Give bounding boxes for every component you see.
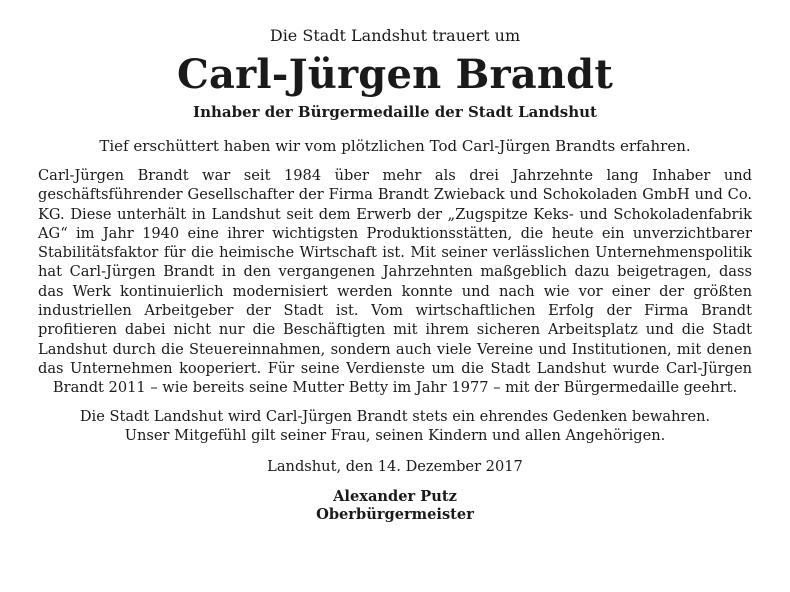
obituary-notice (38, 26, 752, 524)
closing-block (38, 407, 752, 446)
closing-line-1: Die Stadt Landshut wird Carl-Jürgen Brandt stets ein ehrendes Gedenken bewahren. (79, 407, 711, 425)
tribute-paragraph: Carl-Jürgen Brandt war seit 1984 über mehr als drei Jahrzehnte lang Inhaber und geschäftsführender Gesellschafter der Firma Brandt Zwieback und Schokoladen GmbH und Co. KG. Diese unterhält in Landshut seit dem Erwerb der „Zugspitze Keks- und Schokoladenfabrik AG“ im Jahr 1940 eine ihrer wichtigsten Produktionsstätten, die heute ein unverzichtbarer Stabilitätsfaktor für die heimische Wirtschaft ist. Mit seiner verlässlichen Unternehmenspolitik hat Carl-Jürgen Brandt in den vergangenen Jahrzehnten maßgeblich dazu beigetragen, dass das Werk kontinuierlich modernisiert werden konnte und nach wie vor einer der größten industriellen Arbeitgeber der Stadt ist. Vom wirtschaftlichen Erfolg der Firma Brandt profitieren dabei nicht nur die Beschäftigten mit ihrem sicheren Arbeitsplatz und die Stadt Landshut durch die Steuereinnahmen, sondern auch viele Vereine und Institutionen, mit denen das Unternehmen kooperiert. Für seine Verdienste um die Stadt Landshut wurde Carl-Jürgen Brandt 2011 – wie bereits seine Mutter Betty im Jahr 1977 – mit der Bürgermedaille geehrt. (38, 167, 752, 397)
lead-sentence: Tief erschüttert haben wir vom plötzlichen Tod Carl-Jürgen Brandts erfahren. (99, 137, 691, 155)
signature-block (38, 488, 752, 524)
deceased-name: Carl-Jürgen Brandt (176, 51, 614, 98)
closing-line-2: Unser Mitgefühl gilt seiner Frau, seinen Kindern und allen Angehörigen. (124, 427, 666, 445)
intro-line: Die Stadt Landshut trauert um (269, 26, 521, 45)
signer-title: Oberbürgermeister (316, 505, 474, 523)
place-date: Landshut, den 14. Dezember 2017 (267, 457, 523, 475)
honor-line: Inhaber der Bürgermedaille der Stadt Landshut (193, 103, 597, 121)
signer-name: Alexander Putz (333, 487, 457, 505)
